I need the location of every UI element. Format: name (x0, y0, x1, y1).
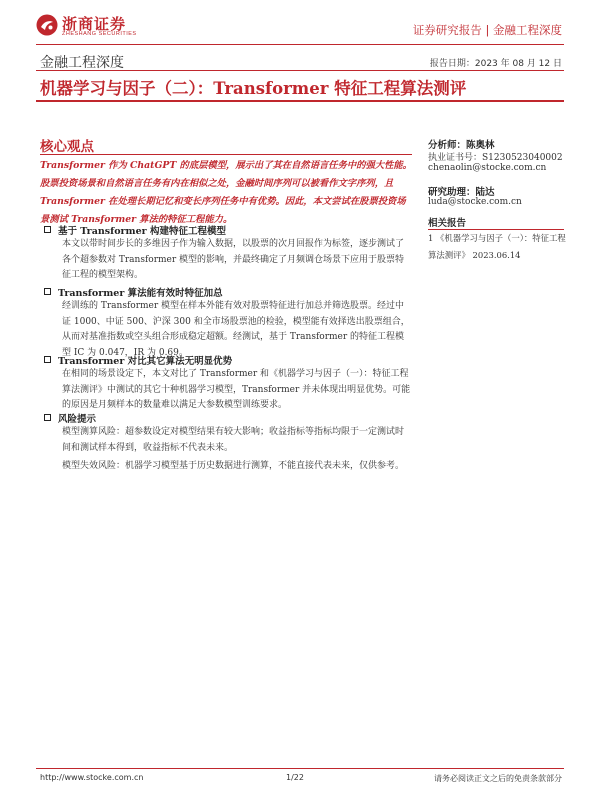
core-view-divider (40, 154, 412, 155)
logo-text: 浙商证券 (62, 15, 127, 33)
analyst-cert: 执业证书号：S1230523040002 (428, 153, 563, 163)
section-paragraph: 本文以带时间步长的多维因子作为输入数据，以股票的次月回报作为标签，逐步测试了各个超参数对 Transformer 模型的影响，并最终确定了月频调仓场景下应用于股票特征工程的模型架构。 (62, 239, 405, 281)
analyst-email[interactable]: chenaolin@stocke.com.cn (428, 163, 547, 173)
header-report-label: 证券研究报告 | 金融工程深度 (412, 23, 562, 37)
section-paragraph: 模型失效风险：机器学习模型基于历史数据进行测算，不能直接代表未来，仅供参考。 (62, 461, 405, 471)
report-type: 金融工程深度 (40, 55, 124, 71)
square-bullet-icon (44, 356, 51, 363)
title-divider-bottom (36, 100, 564, 102)
section-heading (44, 411, 96, 425)
section-heading-text: 风险提示 (58, 414, 97, 425)
section-heading-text: Transformer 算法能有效时特征加总 (58, 288, 223, 299)
title-divider-top (36, 70, 564, 71)
analyst-name: 分析师：陈奥林 (428, 140, 495, 151)
footer-url[interactable]: http://www.stocke.com.cn (40, 773, 144, 782)
footer-divider (36, 768, 564, 769)
section-heading (44, 285, 223, 299)
section-heading-text: 基于 Transformer 构建特征工程模型 (58, 226, 226, 237)
header-divider (36, 44, 564, 45)
square-bullet-icon (44, 226, 51, 233)
assistant-email[interactable]: luda@stocke.com.cn (428, 197, 522, 207)
related-report-link[interactable]: 1 《机器学习与因子（一）：特征工程算法测评》 2023.06.14 (428, 233, 566, 260)
core-view-heading: 核心观点 (40, 139, 94, 155)
section-paragraph: 在相同的场景设定下，本文对比了 Transformer 和《机器学习与因子（一）：特征工程算法测评》中测试的其它十种机器学习模型，Transformer 并未体现出明显优势。可能的原因是月频样本的数量难以满足大参数模型训练要求。 (62, 369, 411, 411)
footer-disclaimer: 请务必阅读正文之后的免责条款部分 (434, 774, 562, 783)
page-title: 机器学习与因子（二）：Transformer 特征工程算法测评 (40, 79, 467, 98)
section-paragraph: 模型测算风险：超参数设定对模型结果有较大影响；收益指标等指标均限于一定测试时间和测试样本得到，收益指标不代表未来。 (62, 427, 405, 453)
section-heading-text: Transformer 对比其它算法无明显优势 (58, 356, 233, 367)
section-heading (44, 223, 226, 237)
report-date: 报告日期：2023 年 08 月 12 日 (429, 59, 562, 69)
assistant-name: 研究助理：陆达 (428, 187, 495, 198)
related-reports-heading: 相关报告 (428, 218, 467, 229)
core-view-summary: Transformer 作为 ChatGPT 的底层模型，展示出了其在自然语言任务中的强大性能。股票投资场景和自然语言任务有内在相似之处，金融时间序列可以被看作文字序列，且 Transformer 在处理长期记忆和变长序列任务中有优势。因此，本文尝试在股票投资场景测试 Transformer 算法的特征工程能力。 (40, 160, 412, 225)
section-paragraph: 经训练的 Transformer 模型在样本外能有效对股票特征进行加总并筛选股票。经过中证 1000、中证 500、沪深 300 和全市场股票池的检验，模型能有效择选出股票组合，从而对基准指数或空头组合形成稳定超额。经测试，基于 Transformer 的特征工程模型 IC 为 0.047，IR 为 0.69。 (62, 301, 410, 358)
square-bullet-icon (44, 288, 51, 295)
zheshang-logo-icon (36, 14, 58, 36)
page-number: 1/22 (286, 773, 304, 782)
section-heading (44, 353, 232, 367)
square-bullet-icon (44, 414, 51, 421)
logo-subtext: ZHESHANG SECURITIES (62, 31, 137, 37)
